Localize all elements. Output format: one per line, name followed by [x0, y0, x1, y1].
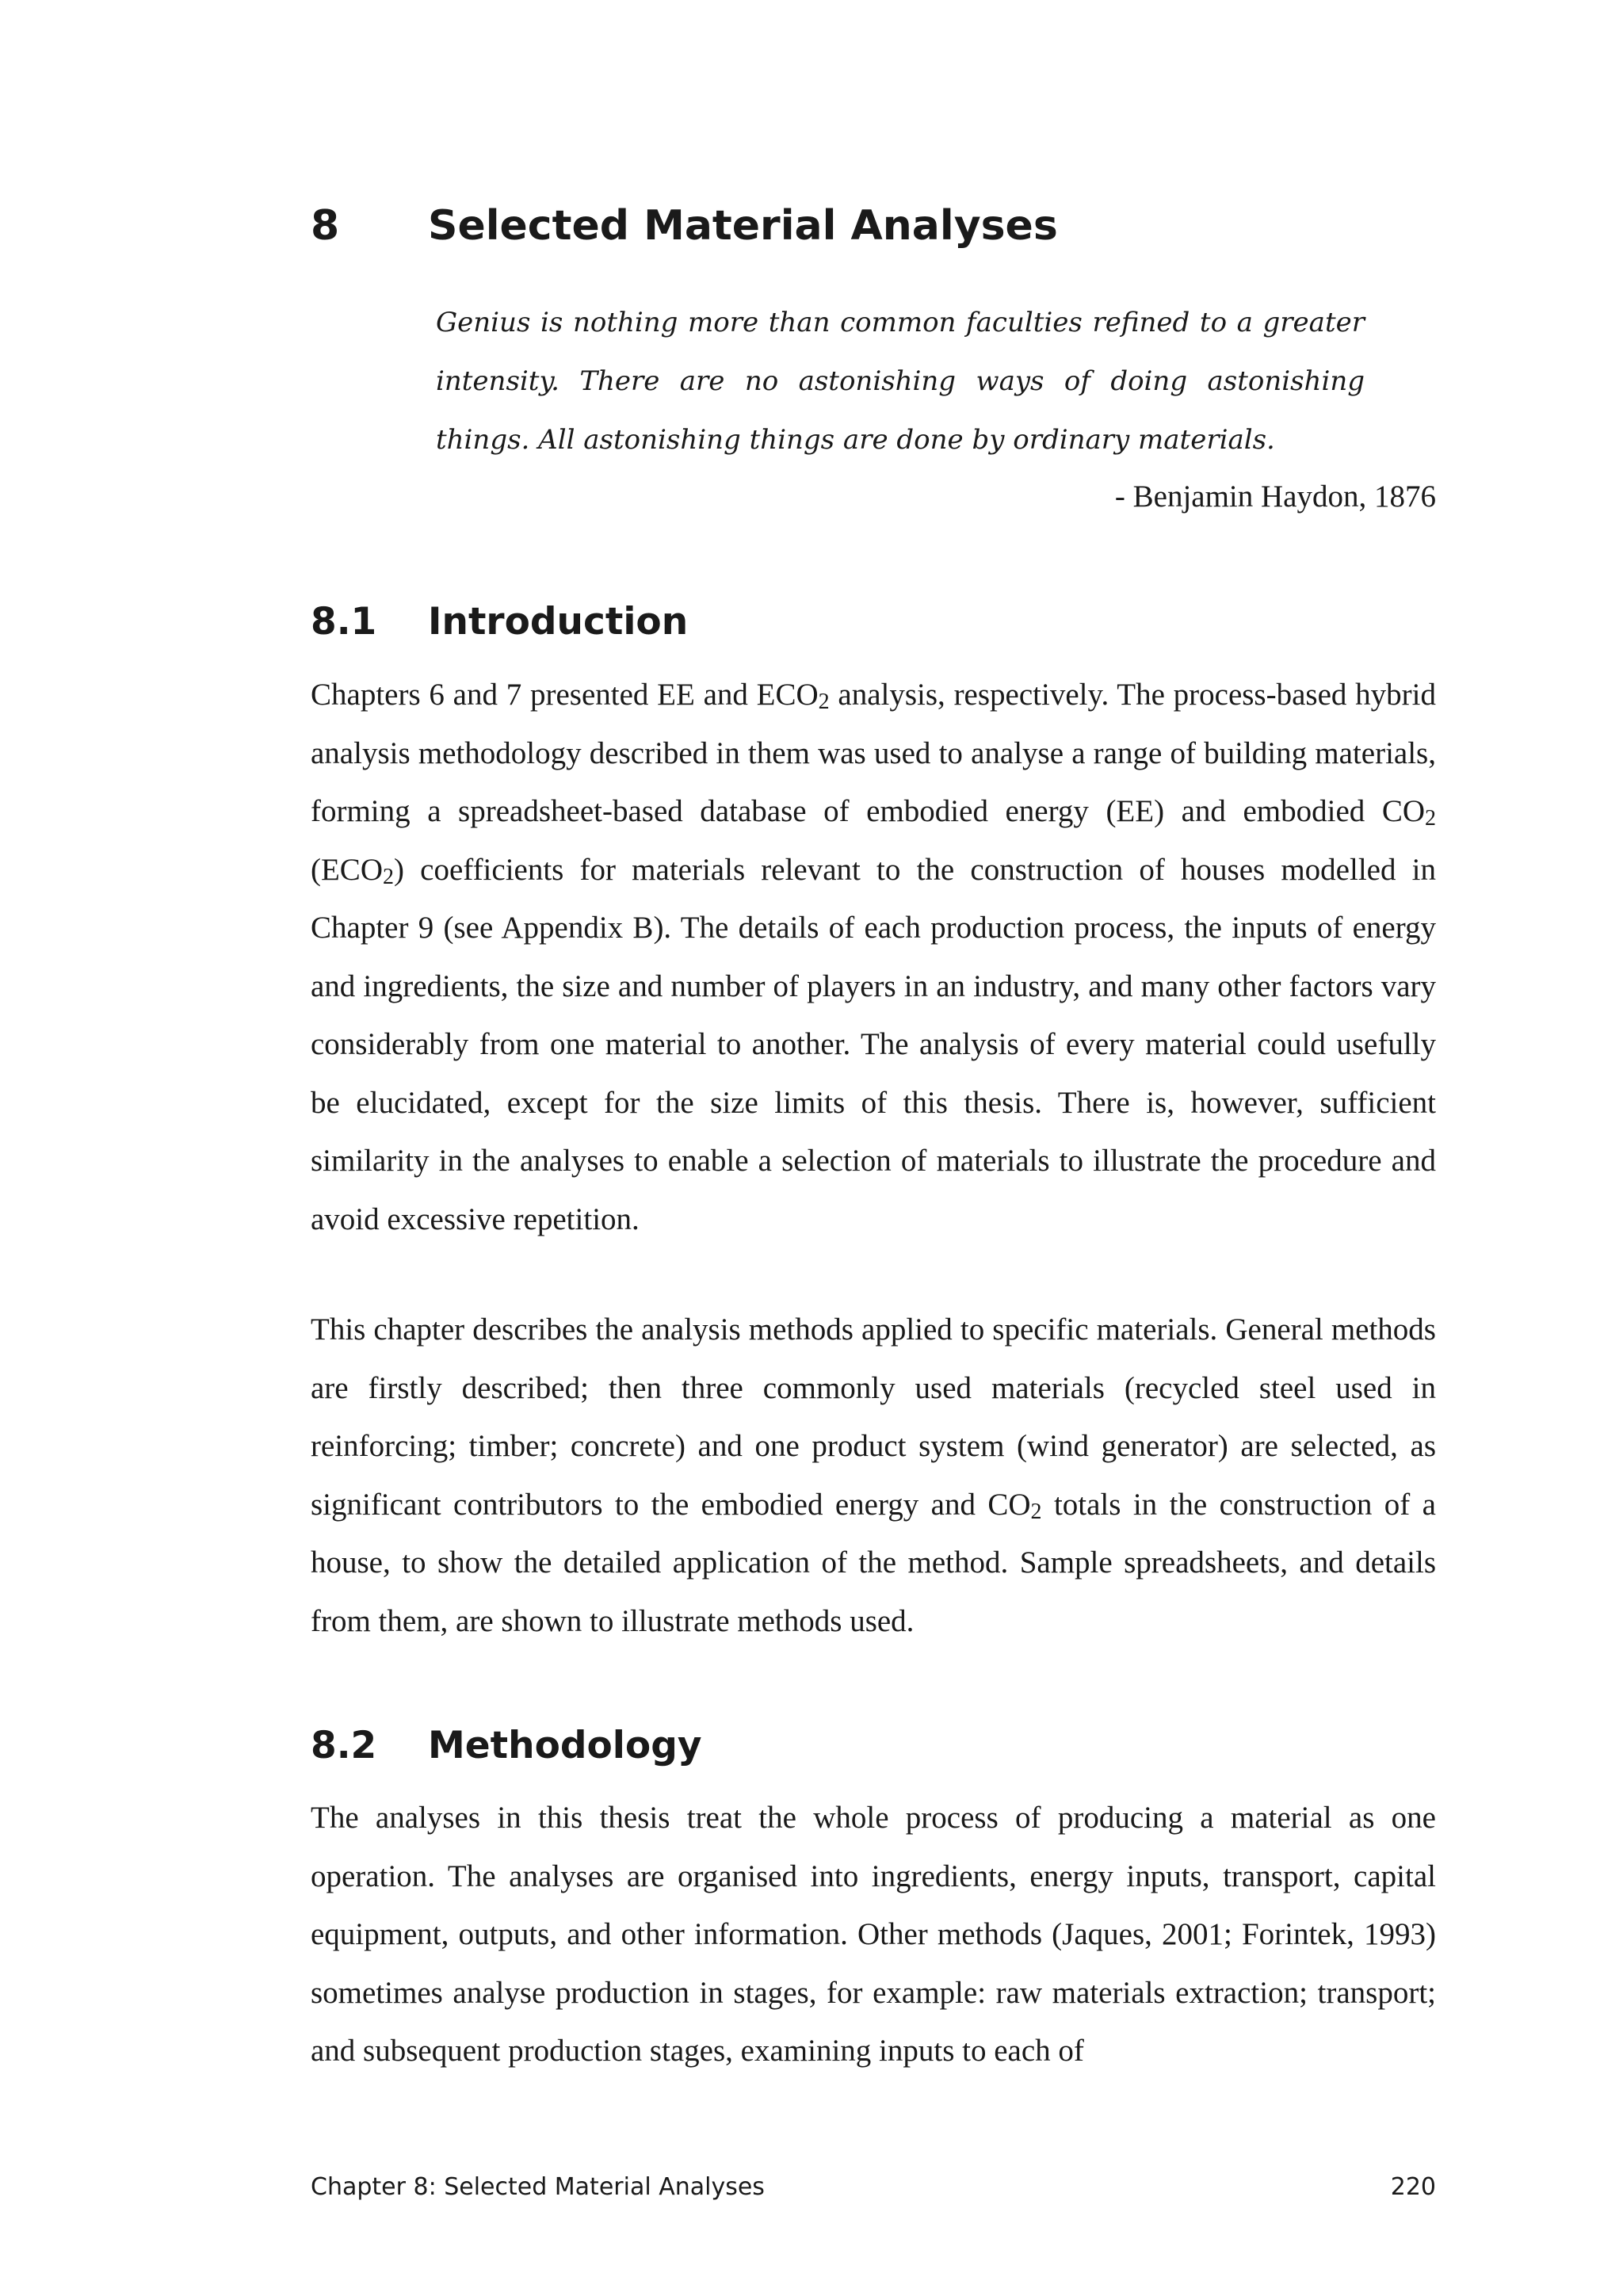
text-run: ) coefficients for materials relevant to the construction of houses modelled in Chapter 9 (see Appendix B). The details of each production process, the inputs of energy and ingredients, the size and number of players in an industry, and many other factors vary considerably from one material to another. The analysis of every material could usefully be elucidated, except for the size limits of this thesis. There is, however, sufficient similarity in the analyses to enable a selection of materials to illustrate the procedure and avoid excessive repetition. — [311, 852, 1436, 1236]
chapter-number: 8 — [311, 202, 340, 250]
page-footer — [311, 2170, 1436, 2205]
section-heading-methodology — [311, 1718, 1436, 1774]
introduction-paragraph-2 — [311, 1301, 1436, 1650]
methodology-paragraph-1: The analyses in this thesis treat the whole process of producing a material as one operation. The analyses are organised into ingredients, energy inputs, transport, capital equipment, outputs, and other information. Other methods (Jaques, 2001; Forintek, 1993) sometimes analyse production in stages, for example: raw materials extraction; transport; and subsequent production stages, examining inputs to each of — [311, 1801, 1436, 2068]
subscript: 2 — [818, 690, 830, 714]
section-number: 8.2 — [311, 1724, 377, 1767]
epigraph-attribution: - Benjamin Haydon, 1876 — [1114, 479, 1436, 514]
subscript: 2 — [383, 864, 394, 889]
chapter-heading — [311, 194, 1436, 258]
chapter-title: Selected Material Analyses — [428, 202, 1058, 250]
text-run: Chapters 6 and 7 presented EE and ECO — [311, 678, 819, 712]
subscript: 2 — [1425, 806, 1436, 831]
section-title: Introduction — [428, 600, 689, 644]
subscript: 2 — [1030, 1499, 1042, 1524]
text-run: This chapter describes the analysis methods applied to specific materials. General methods are firstly described; then three commonly used materials (recycled steel used in reinforcing; timber; concrete) and one product system (wind generator) are selected, as significant contributors to the embodied energy and CO — [311, 1312, 1436, 1522]
text-run: analysis, respectively. The process-based hybrid analysis methodology described in them was used to analyse a range of building materials, forming a spreadsheet-based database of embodied energy (EE) and embodied CO — [311, 678, 1436, 828]
section-number: 8.1 — [311, 600, 377, 644]
section-title: Methodology — [428, 1724, 702, 1767]
epigraph-quote: Genius is nothing more than common faculties refined to a greater intensity. There are no astonishing ways of doing astonishing things. All astonishing things are done by ordinary materials. — [436, 307, 1365, 456]
running-title: Chapter 8: Selected Material Analyses — [311, 2173, 765, 2201]
introduction-paragraph-1 — [311, 666, 1436, 1248]
page-number: 220 — [1390, 2173, 1436, 2201]
text-run: (ECO — [311, 852, 383, 887]
text-run: totals in the construction of a house, to show the detailed application of the method. Sample spreadsheets, and details from them, are shown to illustrate methods used. — [311, 1487, 1436, 1638]
section-heading-introduction — [311, 594, 1436, 650]
